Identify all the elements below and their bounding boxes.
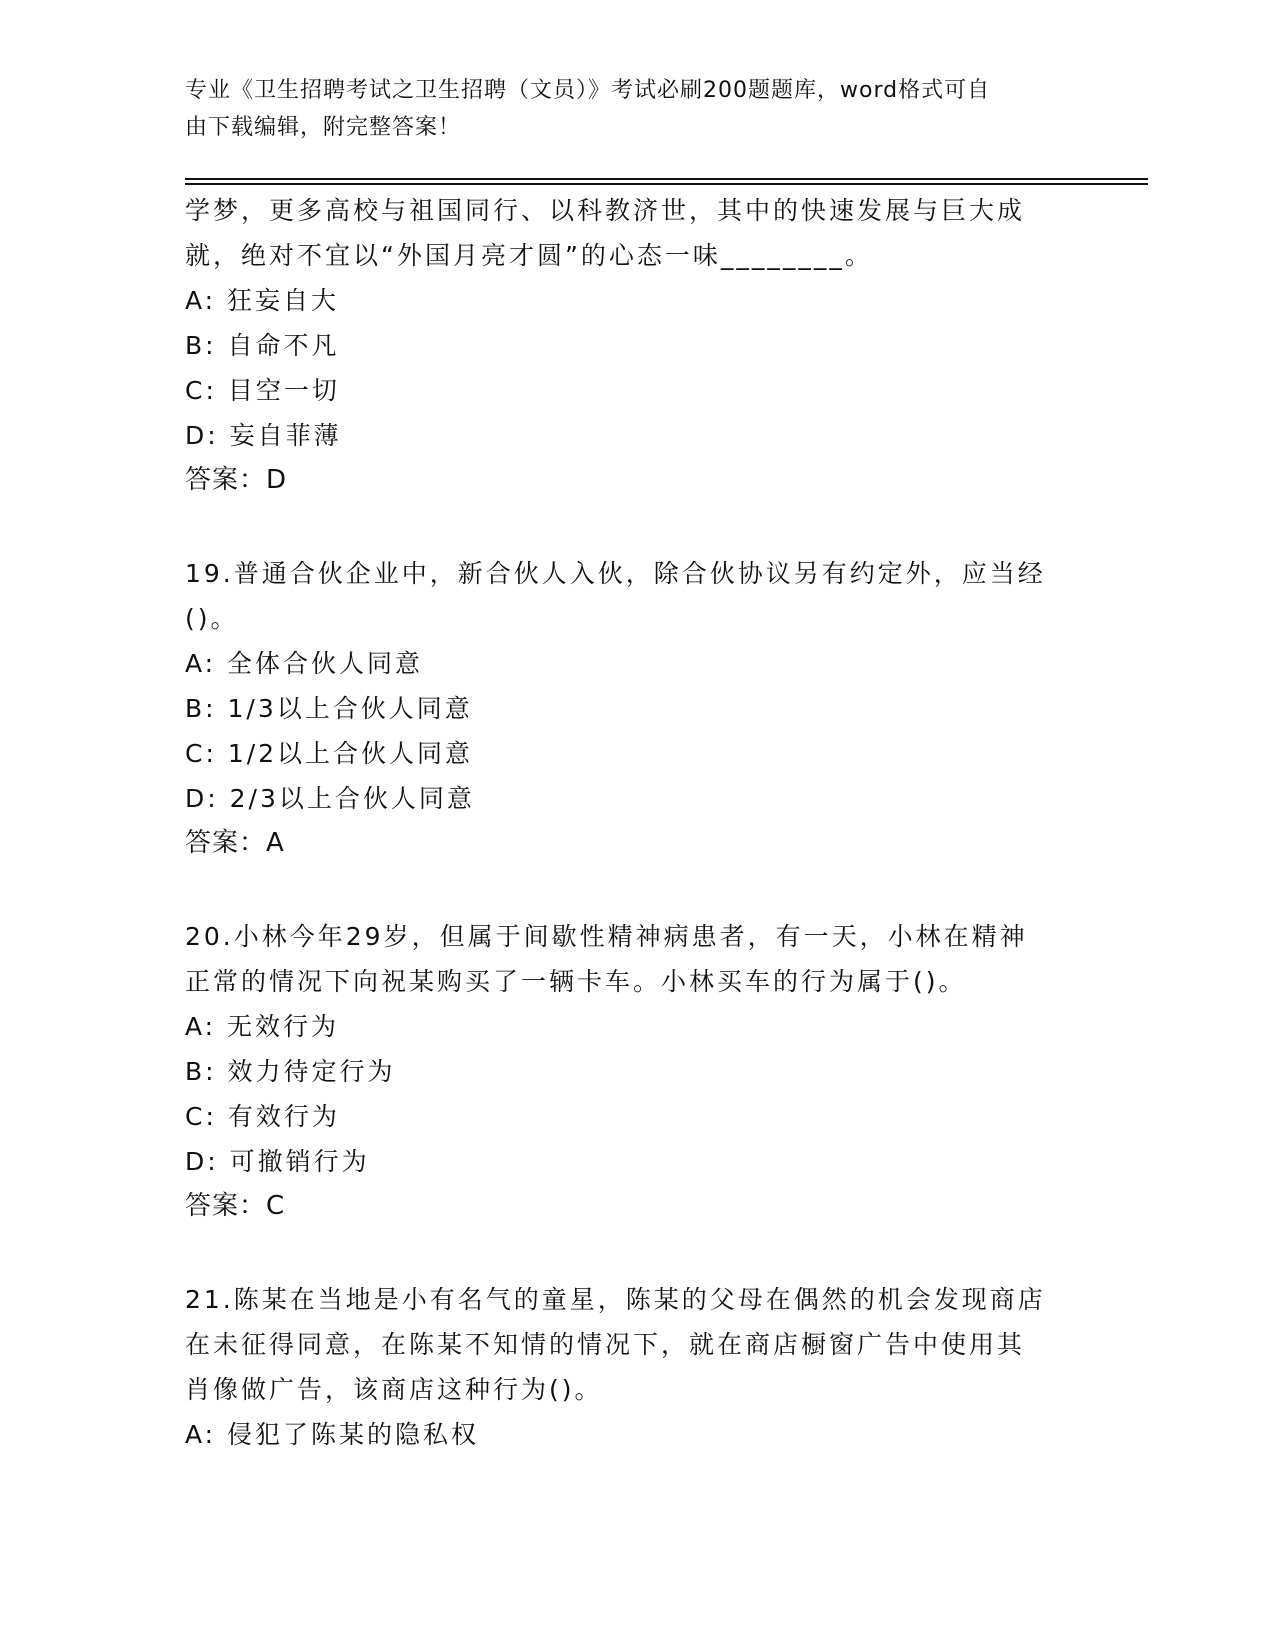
document-header	[185, 72, 1065, 146]
question-text-line: 21.陈某在当地是小有名气的童星，陈某的父母在偶然的机会发现商店	[185, 1285, 1046, 1314]
question-text-line: ()。	[185, 604, 239, 633]
question-text-line: 20.小林今年29岁，但属于间歇性精神病患者，有一天，小林在精神	[185, 922, 1028, 951]
option-c: C: 1/2以上合伙人同意	[185, 739, 474, 768]
option-c: C: 目空一切	[185, 376, 340, 405]
option-b: B: 自命不凡	[185, 331, 340, 360]
option-b: B: 1/3以上合伙人同意	[185, 694, 473, 723]
question-block-20	[185, 914, 1085, 1229]
spacer	[185, 503, 1085, 551]
header-line-2: 由下载编辑，附完整答案！	[185, 115, 462, 140]
question-block-19	[185, 551, 1085, 866]
option-a: A: 全体合伙人同意	[185, 649, 424, 678]
option-c: C: 有效行为	[185, 1102, 340, 1131]
header-divider-top	[185, 178, 1148, 180]
option-d: D: 妄自菲薄	[185, 421, 342, 450]
question-list	[185, 188, 1085, 1457]
answer-line: 答案：D	[185, 465, 288, 495]
header-line-1: 专业《卫生招聘考试之卫生招聘（文员）》考试必刷200题题库，word格式可自	[185, 78, 991, 103]
question-text-line: 正常的情况下向祝某购买了一辆卡车。小林买车的行为属于()。	[185, 967, 967, 996]
answer-line: 答案：A	[185, 828, 285, 858]
option-d: D: 可撤销行为	[185, 1147, 370, 1176]
option-b: B: 效力待定行为	[185, 1057, 396, 1086]
option-d: D: 2/3以上合伙人同意	[185, 784, 475, 813]
option-a: A: 侵犯了陈某的隐私权	[185, 1420, 480, 1449]
question-text-line: 19.普通合伙企业中，新合伙人入伙，除合伙协议另有约定外，应当经	[185, 559, 1046, 588]
answer-line: 答案：C	[185, 1191, 286, 1221]
header-divider-bottom	[185, 183, 1148, 185]
option-a: A: 无效行为	[185, 1012, 340, 1041]
question-text-line: 在未征得同意，在陈某不知情的情况下，就在商店橱窗广告中使用其	[185, 1330, 1026, 1359]
question-text-line: 学梦，更多高校与祖国同行、以科教济世，其中的快速发展与巨大成	[185, 196, 1026, 225]
question-block-18	[185, 188, 1085, 503]
option-a: A: 狂妄自大	[185, 286, 340, 315]
spacer	[185, 866, 1085, 914]
question-text-line: 肖像做广告，该商店这种行为()。	[185, 1375, 603, 1404]
question-text-line: 就，绝对不宜以“外国月亮才圆”的心态一味________。	[185, 241, 873, 270]
spacer	[185, 1229, 1085, 1277]
question-block-21	[185, 1277, 1085, 1457]
